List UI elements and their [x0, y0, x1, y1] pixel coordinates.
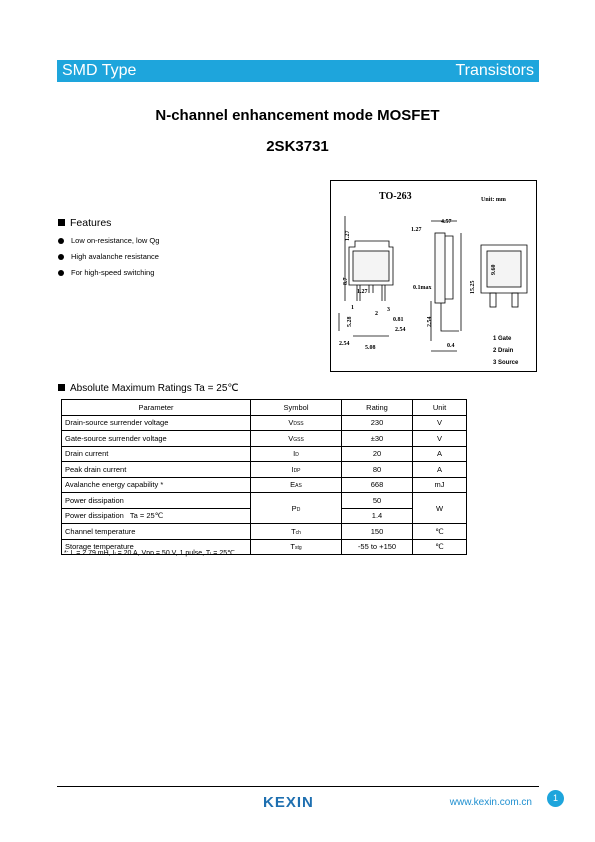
- header-left: SMD Type: [62, 62, 137, 79]
- ratings-note: *: L = 2.79 mH, Iₗ = 20 A, Vᴅᴅ = 50 V, 1 pulse, Tₗ = 25℃: [64, 550, 235, 557]
- square-bullet-icon: [58, 219, 65, 226]
- page-title: N-channel enhancement mode MOSFET: [155, 107, 440, 124]
- symbol-cell: ID: [251, 446, 342, 462]
- header-right: Transistors: [455, 62, 534, 79]
- dim-label: 0.1max: [413, 285, 432, 291]
- column-header: Symbol: [251, 400, 342, 416]
- symbol-cell: EAS: [251, 477, 342, 493]
- column-header: Parameter: [62, 400, 251, 416]
- param-cell: Drain current: [62, 446, 251, 462]
- rating-cell: 1.4: [342, 508, 413, 524]
- page-number: 1: [547, 790, 564, 807]
- unit-cell: W: [413, 493, 467, 524]
- list-item: [58, 236, 159, 252]
- feature-text: High avalanche resistance: [71, 252, 159, 261]
- symbol-cell: Tstg: [251, 539, 342, 555]
- package-unit: Unit: mm: [481, 197, 506, 203]
- dim-label: 0.81: [393, 317, 404, 323]
- column-header: Rating: [342, 400, 413, 416]
- rating-cell: 50: [342, 493, 413, 509]
- rating-cell: 20: [342, 446, 413, 462]
- package-outline-svg: [331, 181, 536, 371]
- features-heading: [58, 217, 111, 229]
- dim-label: 9.60: [491, 264, 497, 275]
- dim-label: 2.54: [339, 341, 350, 347]
- param-cell: Drain-source surrender voltage: [62, 415, 251, 431]
- symbol-cell: VGSS: [251, 431, 342, 447]
- dim-label: 1.27: [411, 227, 422, 233]
- bullet-icon: [58, 238, 64, 244]
- param-cell: Peak drain current: [62, 462, 251, 478]
- pin-number: 2: [375, 311, 378, 317]
- dim-label: 0.4: [447, 343, 455, 349]
- bullet-icon: [58, 254, 64, 260]
- param-cell: Storage temperature: [62, 539, 251, 555]
- rating-cell: 80: [342, 462, 413, 478]
- list-item: [58, 252, 159, 268]
- kexin-logo: KEXIN: [263, 794, 314, 811]
- symbol-cell: Tch: [251, 524, 342, 540]
- rating-cell: 668: [342, 477, 413, 493]
- feature-text: Low on-resistance, low Qg: [71, 236, 160, 245]
- unit-cell: ℃: [413, 539, 467, 555]
- dim-label: 5.28: [347, 316, 353, 327]
- pin-label: 1 Gate: [493, 336, 512, 342]
- feature-text: For high-speed switching: [71, 268, 155, 277]
- features-heading-text: Features: [70, 217, 112, 229]
- square-bullet-icon: [58, 384, 65, 391]
- table-header-row: [62, 400, 467, 416]
- package-name: TO-263: [379, 191, 412, 202]
- table-row: [62, 493, 467, 509]
- table-row: [62, 431, 467, 447]
- unit-cell: V: [413, 431, 467, 447]
- param-cell: Power dissipation: [62, 493, 251, 509]
- header-banner: [57, 60, 539, 82]
- table-row: [62, 415, 467, 431]
- rating-cell: 150: [342, 524, 413, 540]
- dim-label: 4.57: [441, 219, 452, 225]
- dim-label: 15.25: [470, 280, 476, 294]
- pin-number: 3: [387, 307, 390, 313]
- table-row: [62, 477, 467, 493]
- symbol-cell: IDP: [251, 462, 342, 478]
- footer-divider: [57, 786, 539, 787]
- bullet-icon: [58, 270, 64, 276]
- param-cell: Power dissipation Ta = 25℃: [62, 508, 251, 524]
- table-row: [62, 462, 467, 478]
- symbol-cell: PD: [251, 493, 342, 524]
- dim-label: 2.54: [427, 316, 433, 327]
- ratings-table: [61, 399, 467, 555]
- pin-number: 1: [351, 305, 354, 311]
- pin-label: 3 Source: [493, 360, 519, 366]
- column-header: Unit: [413, 400, 467, 416]
- right-view: [481, 245, 527, 307]
- dim-label: 8.7: [343, 277, 349, 285]
- footer-url[interactable]: www.kexin.com.cn: [449, 797, 532, 808]
- unit-cell: A: [413, 446, 467, 462]
- param-cell: Gate-source surrender voltage: [62, 431, 251, 447]
- table-row: [62, 524, 467, 540]
- package-drawing: [330, 180, 537, 372]
- param-cell: Channel temperature: [62, 524, 251, 540]
- ratings-heading-text: Absolute Maximum Ratings Ta = 25℃: [70, 383, 239, 394]
- rating-cell: -55 to +150: [342, 539, 413, 555]
- list-item: [58, 268, 159, 284]
- dim-label: 2.54: [395, 327, 406, 333]
- ratings-heading: [58, 383, 239, 394]
- symbol-cell: VDSS: [251, 415, 342, 431]
- unit-cell: V: [413, 415, 467, 431]
- pin-label: 2 Drain: [493, 348, 514, 354]
- part-number: 2SK3731: [266, 138, 329, 155]
- table-row: [62, 446, 467, 462]
- unit-cell: ℃: [413, 524, 467, 540]
- dim-label: 5.08: [365, 345, 376, 351]
- dim-label: 1.27: [357, 289, 368, 295]
- unit-cell: mJ: [413, 477, 467, 493]
- side-view: [431, 221, 461, 351]
- unit-cell: A: [413, 462, 467, 478]
- features-list: [58, 236, 159, 284]
- param-cell: Avalanche energy capability *: [62, 477, 251, 493]
- rating-cell: 230: [342, 415, 413, 431]
- rating-cell: ±30: [342, 431, 413, 447]
- dim-label: 1.27: [345, 230, 351, 241]
